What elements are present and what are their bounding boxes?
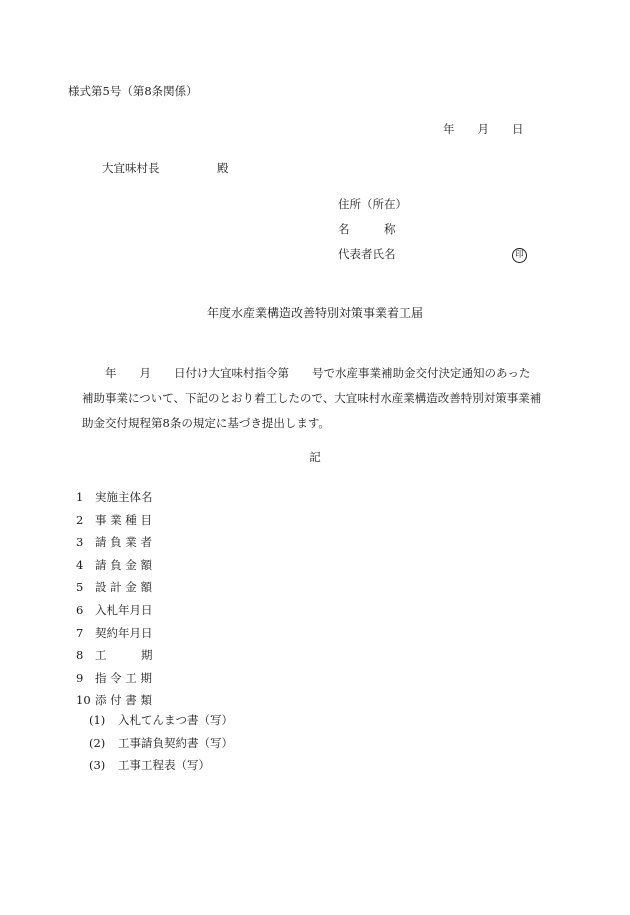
body-line: 助金交付規程第8条の規定に基づき提出します。 <box>82 416 330 430</box>
item-label: 契約年月日 <box>95 625 153 640</box>
attachment-number: (2) <box>89 735 106 750</box>
seal-mark: 印 <box>512 248 527 263</box>
item-number: 6 <box>76 602 84 617</box>
item-number: 5 <box>76 580 84 595</box>
attachment-label: 工事工程表（写） <box>118 758 210 773</box>
representative-label: 代表者氏名 <box>338 247 396 261</box>
addressee: 大宜味村長 殿 <box>102 161 229 175</box>
document-title: 年度水産業構造改善特別対策事業着工届 <box>206 306 423 320</box>
item-number: 3 <box>76 535 84 550</box>
item-number: 10 <box>76 693 91 708</box>
item-number: 2 <box>76 512 84 527</box>
item-label: 請 負 業 者 <box>95 535 152 550</box>
item-label: 指 令 工 期 <box>95 670 152 685</box>
item-label: 工 期 <box>95 648 153 663</box>
item-number: 4 <box>76 557 84 572</box>
item-label: 入札年月日 <box>95 602 153 617</box>
form-number: 様式第5号（第8条関係） <box>68 84 198 98</box>
attachment-label: 工事請負契約書（写） <box>118 735 233 750</box>
attachment-number: (1) <box>89 713 106 727</box>
body-line: 年 月 日付け大宜味村指令第 号で水産事業補助金交付決定通知のあった <box>82 366 531 380</box>
name-label: 名 称 <box>338 222 396 236</box>
item-number: 7 <box>76 625 84 640</box>
body-paragraph <box>82 361 556 436</box>
item-number: 1 <box>76 490 84 504</box>
item-label: 実施主体名 <box>95 490 153 504</box>
body-line: 補助事業について、下記のとおり着工したので、大宜味村水産業構造改善特別対策事業補 <box>82 391 542 405</box>
item-number: 9 <box>76 670 84 685</box>
item-label: 添 付 書 類 <box>95 693 152 708</box>
date-line: 年 月 日 <box>443 122 524 136</box>
address-label: 住所（所在） <box>338 197 407 211</box>
item-label: 設 計 金 額 <box>95 580 152 595</box>
attachment-label: 入札てんまつ書（写） <box>118 713 233 727</box>
ki-heading: 記 <box>309 450 321 464</box>
item-number: 8 <box>76 648 84 663</box>
item-label: 請 負 金 額 <box>95 557 152 572</box>
item-label: 事 業 種 目 <box>95 512 152 527</box>
attachment-number: (3) <box>89 758 106 773</box>
